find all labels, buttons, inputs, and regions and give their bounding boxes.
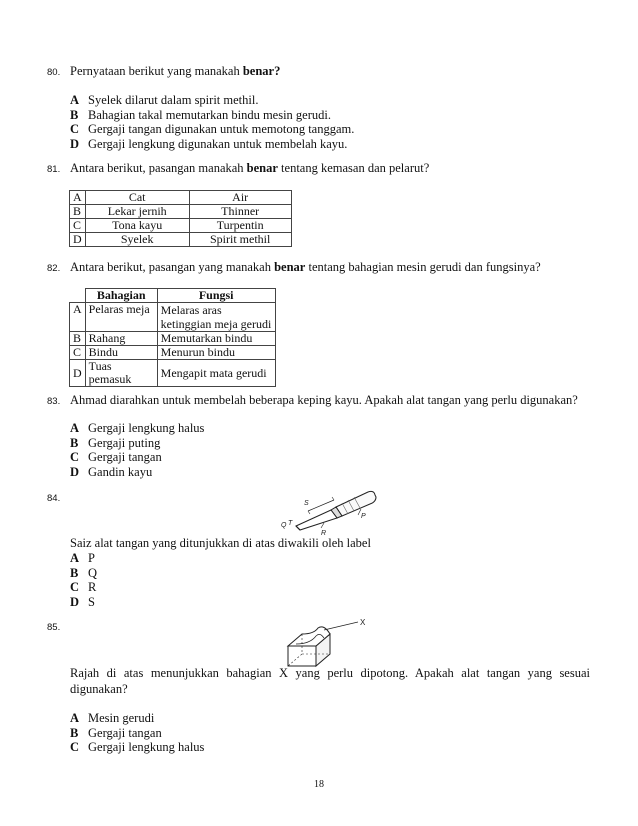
question-81-table <box>69 190 292 247</box>
question-83-options <box>70 421 204 479</box>
finish-cell: Cat <box>85 191 189 205</box>
row-letter: A <box>70 303 86 332</box>
option-letter: C <box>70 580 80 594</box>
option-text: Bahagian takal memutarkan bindu mesin gerudi. <box>88 107 331 122</box>
option-b[interactable] <box>70 108 354 123</box>
question-84-text: Saiz alat tangan yang ditunjukkan di atas diwakili oleh label <box>70 536 371 550</box>
option-letter: B <box>70 565 79 580</box>
table-row[interactable] <box>70 191 292 205</box>
option-d[interactable] <box>70 595 97 610</box>
table-row[interactable] <box>70 233 292 247</box>
label-r: R <box>321 530 327 537</box>
function-cell: Menurun bindu <box>157 346 275 360</box>
question-80-text-bold: benar? <box>242 64 281 78</box>
question-81-text <box>70 160 590 176</box>
part-cell: Pelaras meja <box>85 303 157 332</box>
question-85-text: Rajah di atas menunjukkan bahagian X yang perlu dipotong. Apakah alat tangan yang sesuai digunakan? <box>70 666 590 696</box>
row-letter: D <box>70 233 86 247</box>
question-81-text-end: tentang kemasan dan pelarut? <box>277 161 430 175</box>
label-x: X <box>360 618 366 627</box>
option-letter: A <box>70 421 80 435</box>
option-letter: D <box>70 464 80 479</box>
empty-header-cell <box>70 289 86 303</box>
option-letter: C <box>70 450 80 464</box>
function-cell: Melaras aras ketinggian meja gerudi <box>157 303 275 332</box>
finish-cell: Lekar jernih <box>85 205 189 219</box>
option-text: Gergaji tangan <box>88 725 162 740</box>
chisel-figure <box>278 483 378 537</box>
question-84-number: 84. <box>47 493 61 504</box>
option-letter: A <box>70 711 80 725</box>
question-83-text: Ahmad diarahkan untuk membelah beberapa keping kayu. Apakah alat tangan yang perlu digunakan? <box>70 393 578 407</box>
question-85-number: 85. <box>47 622 61 633</box>
option-text: Gergaji puting <box>88 435 161 450</box>
option-text: R <box>88 580 97 594</box>
header-part: Bahagian <box>85 289 157 303</box>
option-text: Gergaji lengkung halus <box>88 421 205 435</box>
solvent-cell: Spirit methil <box>189 233 291 247</box>
option-letter: A <box>70 551 80 565</box>
label-p: P <box>361 513 366 520</box>
option-a[interactable] <box>70 551 97 566</box>
option-b[interactable] <box>70 726 204 741</box>
question-81-text-main: Antara berikut, pasangan manakah <box>70 161 247 175</box>
question-80-text <box>70 63 590 79</box>
option-b[interactable] <box>70 566 97 581</box>
option-letter: B <box>70 107 79 122</box>
page-number: 18 <box>314 779 324 790</box>
question-81-text-bold: benar <box>246 161 278 175</box>
option-c[interactable] <box>70 122 354 137</box>
option-letter: D <box>70 136 80 151</box>
row-letter: C <box>70 346 86 360</box>
option-letter: C <box>70 122 80 136</box>
wood-block-figure <box>284 614 376 670</box>
option-d[interactable] <box>70 465 204 480</box>
function-cell: Memutarkan bindu <box>157 332 275 346</box>
question-84-options <box>70 551 97 609</box>
option-text: Mesin gerudi <box>88 711 155 725</box>
question-80-number: 80. <box>47 67 61 78</box>
label-q: Q <box>281 522 287 529</box>
question-82-text-end: tentang bahagian mesin gerudi dan fungsinya? <box>305 260 541 274</box>
option-text: Gergaji lengkung halus <box>88 740 205 754</box>
option-text: Syelek dilarut dalam spirit methil. <box>88 93 259 107</box>
question-81-number: 81. <box>47 164 61 175</box>
table-row[interactable] <box>70 219 292 233</box>
option-d[interactable] <box>70 137 354 152</box>
option-letter: C <box>70 740 80 754</box>
option-letter: B <box>70 435 79 450</box>
option-text: Gergaji tangan digunakan untuk memotong tanggam. <box>88 122 355 136</box>
question-82-text-bold: benar <box>274 260 306 274</box>
label-s: S <box>304 500 309 507</box>
table-row[interactable] <box>70 303 276 332</box>
header-function: Fungsi <box>157 289 275 303</box>
row-letter: A <box>70 191 86 205</box>
part-cell: Bindu <box>85 346 157 360</box>
part-cell: Rahang <box>85 332 157 346</box>
solvent-cell: Turpentin <box>189 219 291 233</box>
question-85-options <box>70 711 204 755</box>
table-row[interactable] <box>70 360 276 387</box>
question-80-options <box>70 93 354 151</box>
question-82-text-main: Antara berikut, pasangan yang manakah <box>70 260 275 274</box>
function-cell: Mengapit mata gerudi <box>157 360 275 387</box>
row-letter: C <box>70 219 86 233</box>
table-row[interactable] <box>70 332 276 346</box>
row-letter: D <box>70 360 86 387</box>
option-letter: B <box>70 725 79 740</box>
table-row[interactable] <box>70 346 276 360</box>
option-a[interactable] <box>70 421 204 436</box>
question-82-number: 82. <box>47 263 61 274</box>
solvent-cell: Thinner <box>189 205 291 219</box>
question-83-number: 83. <box>47 396 61 407</box>
option-text: Gergaji tangan <box>88 450 162 464</box>
table-row[interactable] <box>70 205 292 219</box>
finish-cell: Tona kayu <box>85 219 189 233</box>
option-b[interactable] <box>70 436 204 451</box>
option-c[interactable] <box>70 580 97 595</box>
label-t: T <box>288 520 293 527</box>
question-82-text <box>70 259 590 275</box>
option-a[interactable] <box>70 93 354 108</box>
option-letter: A <box>70 93 80 107</box>
table-header-row <box>70 289 276 303</box>
option-text: Q <box>88 565 98 580</box>
row-letter: B <box>70 205 86 219</box>
solvent-cell: Air <box>189 191 291 205</box>
option-text: Gandin kayu <box>88 464 153 479</box>
option-c[interactable] <box>70 450 204 465</box>
question-80-text-main: Pernyataan berikut yang manakah <box>70 64 243 78</box>
option-text: Gergaji lengkung digunakan untuk membelah kayu. <box>88 136 348 151</box>
part-cell: Tuas pemasuk <box>85 360 157 387</box>
row-letter: B <box>70 332 86 346</box>
option-text: P <box>88 551 95 565</box>
option-c[interactable] <box>70 740 204 755</box>
option-a[interactable] <box>70 711 204 726</box>
question-82-table <box>69 288 276 387</box>
option-letter: D <box>70 594 80 609</box>
finish-cell: Syelek <box>85 233 189 247</box>
option-text: S <box>88 594 95 609</box>
